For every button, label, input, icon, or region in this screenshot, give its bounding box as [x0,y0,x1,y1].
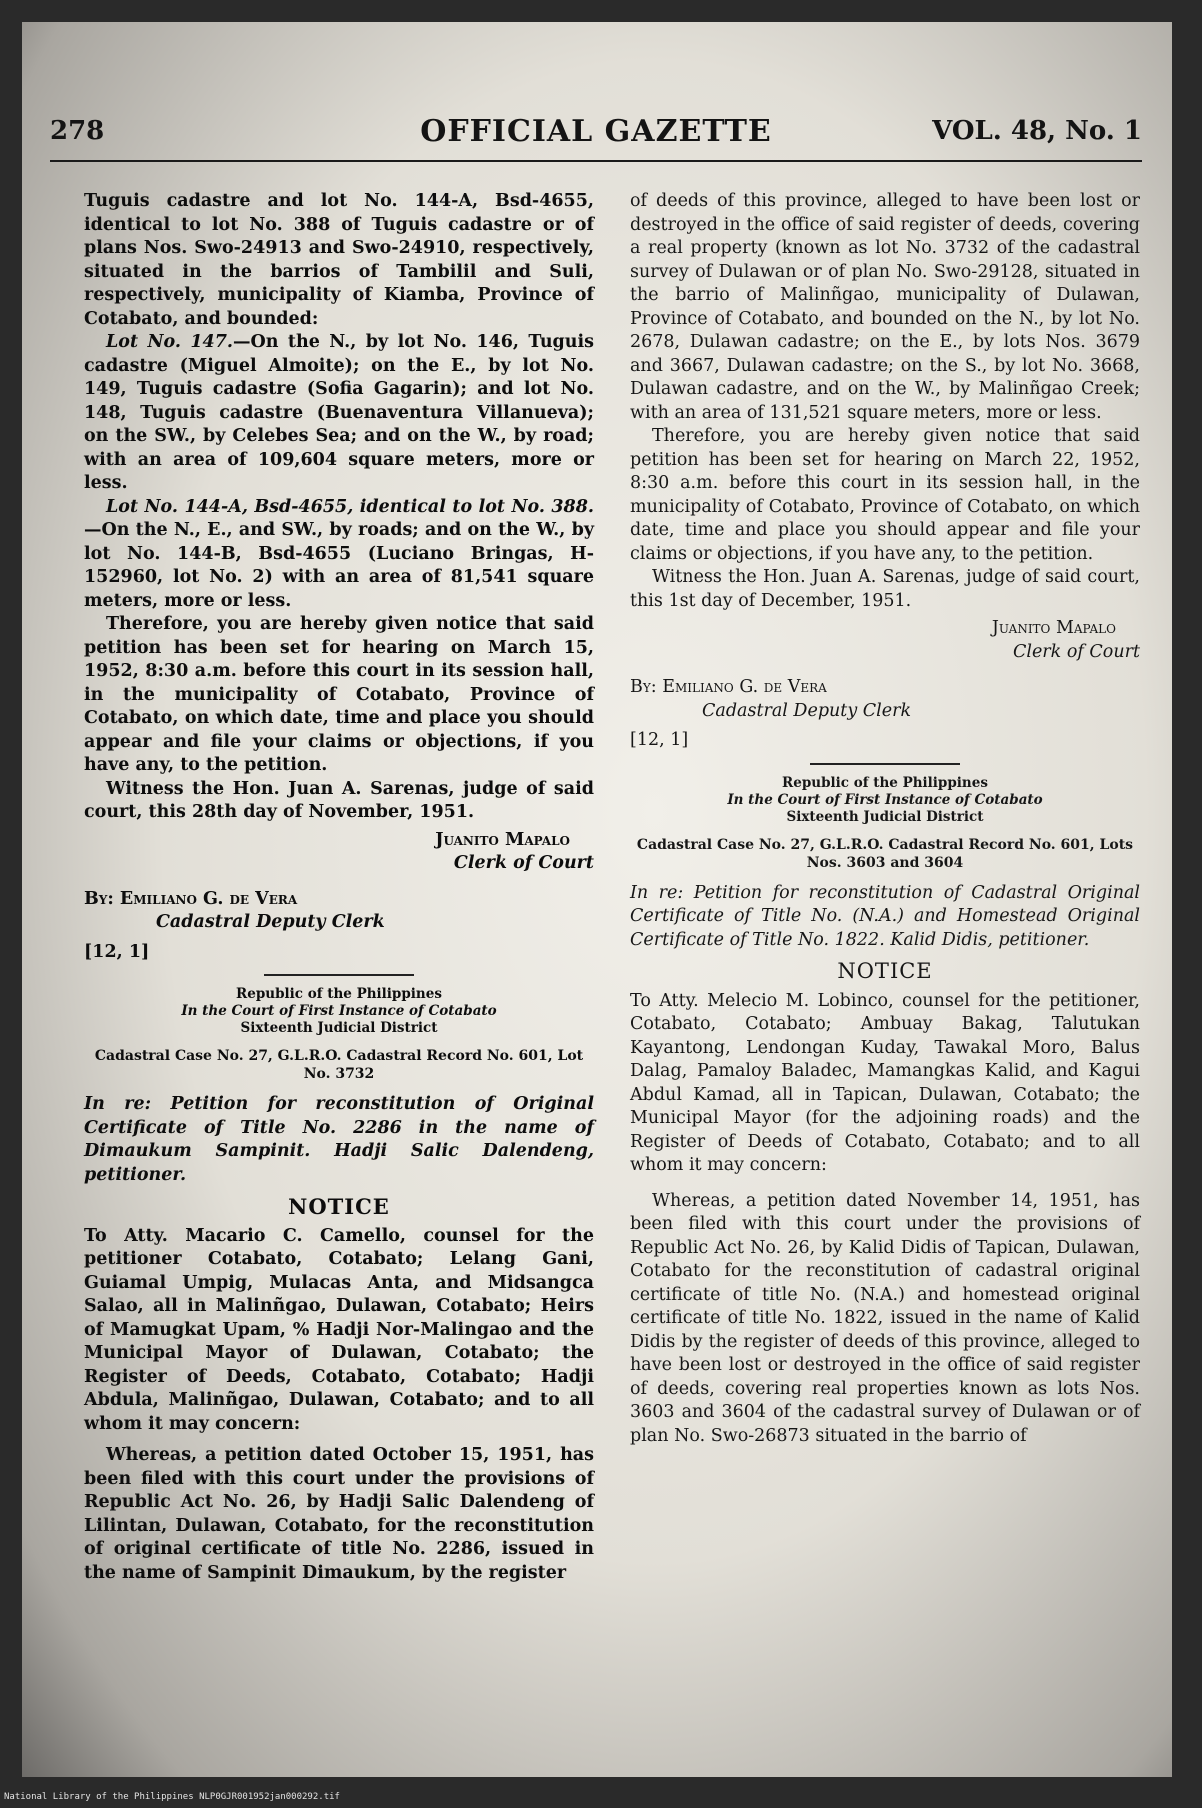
gazette-page [22,22,1172,1777]
in-re-label: In re: [84,1094,152,1114]
right-column [630,190,1140,1448]
section-divider [264,974,414,976]
court-republic: Republic of the Philippines [236,986,442,1002]
by-line: By: Emiliano G. de Vera [84,888,298,909]
publication-title: OFFICIAL GAZETTE [420,114,772,149]
court-district: Sixteenth Judicial District [240,1020,438,1036]
signer-name: Juanito Mapalo [435,829,570,850]
case-number: Cadastral Case No. 27, G.L.R.O. Cadastral Record No. 601, Lot No. 3732 [94,1048,584,1082]
signer-title: Clerk of Court [453,853,594,873]
addressees-paragraph: To Atty. Macario C. Camello, counsel for the petitioner Cotabato, Cotabato; Lelang Gani, Guiamal Umpig, Mulacas Anta, and Midsangca Salao, all in Malinñgao, Dulawan, Cotabato; Heirs of Mamugkat Upam, % Hadji Nor-Malingao and the Municipal Mayor of Dulawan, Cotabato; the Register of Deeds, Cotabato, Cotabato; Hadji Abdula, Malinñgao, Dulawan, Cotabato; and to all whom it may concern: [84,1225,594,1434]
signer-title: Clerk of Court [1012,641,1140,662]
lot-144a-label: Lot No. 144-A, Bsd-4655, identical to lot No. 388. [106,496,594,517]
lot-147-text: —On the N., by lot No. 146, Tuguis cadastre (Miguel Almoite); on the E., by lot No. 149, Tuguis cadastre (Sofia Gagarin); and lot No. 148, Tuguis cadastre (Buenaventura Villanueva); on the SW., by Celebes Sea; and on the W., by road; with an area of 109,604 square meters, more or less. [84,332,594,493]
in-re-label: In re: [630,882,684,903]
therefore-paragraph: Therefore, you are hereby given notice that said petition has been set for hearing on March 22, 1952, 8:30 a.m. before this court in its session hall, in the municipality of Cotabato, Province of Cotabato, on which date, time and place you should appear and file your claims or objections, if you have any, to the petition. [630,426,1140,564]
therefore-paragraph: Therefore, you are hereby given notice that said petition has been set for hearing on March 15, 1952, 8:30 a.m. before this court in its session hall, in the municipality of Cotabato, Province of Cotabato, on which date, time and place you should appear and file your claims or objections, if you have any, to the petition. [84,614,594,775]
lot-description-paragraph: Tuguis cadastre and lot No. 144-A, Bsd-4655, identical to lot No. 388 of Tuguis cadastre or of plans Nos. Swo-24913 and Swo-24910, respectively, situated in the barrios of Tambilil and Suli, respectively, municipality of Kiamba, Province of Cotabato, and bounded: [84,191,594,329]
continued-paragraph: of deeds of this province, alleged to have been lost or destroyed in the office of said register of deeds, covering a real property (known as lot No. 3732 of the cadastral survey of Dulawan or of plan No. Swo-29128, situated in the barrio of Malinñgao, municipality of Dulawan, Province of Cotabato, and bounded on the N., by lot No. 2678, Dulawan cadastre; on the E., by lots Nos. 3679 and 3667, Dulawan cadastre; on the S., by lot No. 3668, Dulawan cadastre, and on the W., by Malinñgao Creek; with an area of 131,521 square meters, more or less. [630,191,1140,423]
page-number: 278 [50,116,105,146]
reference-number: [12, 1] [630,730,689,750]
section-divider [810,763,960,765]
in-re-paragraph [630,882,1140,953]
left-column [84,190,594,1585]
in-re-text: Petition for reconstitution of Original Certificate of Title No. 2286 in the name of Dimaukum Sampinit. Hadji Salic Dalendeng, petitioner. [84,1094,594,1185]
court-district: Sixteenth Judicial District [786,808,984,825]
lot-147-label: Lot No. 147. [106,332,234,352]
by-title: Cadastral Deputy Clerk [156,912,385,932]
reference-number: [12, 1] [84,941,150,962]
signer-name: Juanito Mapalo [991,618,1116,638]
court-name: In the Court of First Instance of Cotabato [727,791,1043,808]
whereas-paragraph: Whereas, a petition dated October 15, 1951, has been filed with this court under the provisions of Republic Act No. 26, by Hadji Salic Dalendeng of Lilintan, Dulawan, Cotabato, for the reconstitution of original certificate of title No. 2286, issued in the name of Sampinit Dimaukum, by the register [84,1445,594,1583]
whereas-paragraph: Whereas, a petition dated November 14, 1951, has been filed with this court under the provisions of Republic Act No. 26, by Kalid Didis of Tapican, Dulawan, Cotabato for the reconstitution of cadastral original certificate of title No. (N.A.) and homestead original certificate of title No. 1822, issued in the name of Kalid Didis by the register of deeds of this province, alleged to have been lost or destroyed in the office of said register of deeds, covering real properties known as lots Nos. 3603 and 3604 of the cadastral survey of Dulawan or of plan No. Swo-26873 situated in the barrio of [630,1190,1140,1446]
case-number: Cadastral Case No. 27, G.L.R.O. Cadastral Record No. 601, Lots Nos. 3603 and 3604 [636,836,1134,871]
witness-paragraph: Witness the Hon. Juan A. Sarenas, judge of said court, this 28th day of November, 1951. [84,778,594,822]
addressees-paragraph: To Atty. Melecio M. Lobinco, counsel for the petitioner, Cotabato, Cotabato; Ambuay Bakag, Talutukan Kayantong, Lendongan Kuday, Tawakal Moro, Balus Dalag, Pamaloy Baladec, Mamangkas Kalid, and Kagui Abdul Kamad, all in Tapican, Dulawan, Cotabato; the Municipal Mayor (for the adjoining roads) and the Register of Deeds of Cotabato, Cotabato; and to all whom it may concern: [630,990,1140,1175]
by-title: Cadastral Deputy Clerk [702,700,912,721]
witness-paragraph: Witness the Hon. Juan A. Sarenas, judge of said court, this 1st day of December, 1951. [630,567,1140,611]
page-header [50,104,1142,162]
notice-heading: NOTICE [288,1194,390,1219]
in-re-paragraph [84,1093,594,1187]
court-republic: Republic of the Philippines [782,774,988,791]
volume-label: VOL. 48, No. 1 [932,116,1142,146]
lot-144a-text: —On the N., E., and SW., by roads; and on the W., by lot No. 144-B, Bsd-4655 (Luciano Bringas, H-152960, lot No. 2) with an area of 81,541 square meters, more or less. [84,520,594,611]
by-line: By: Emiliano G. de Vera [630,677,827,697]
scan-footer: National Library of the Philippines NLP0GJR001952jan000292.tif [4,1792,340,1802]
lot-144a-paragraph [84,496,594,614]
in-re-text: Petition for reconstitution of Cadastral Original Certificate of Title No. (N.A.) and Homestead Original Certificate of Title No. 1822. Kalid Didis, petitioner. [630,882,1140,950]
lot-147-paragraph [84,331,594,496]
court-name: In the Court of First Instance of Cotabato [181,1003,497,1019]
notice-heading: NOTICE [837,959,933,983]
